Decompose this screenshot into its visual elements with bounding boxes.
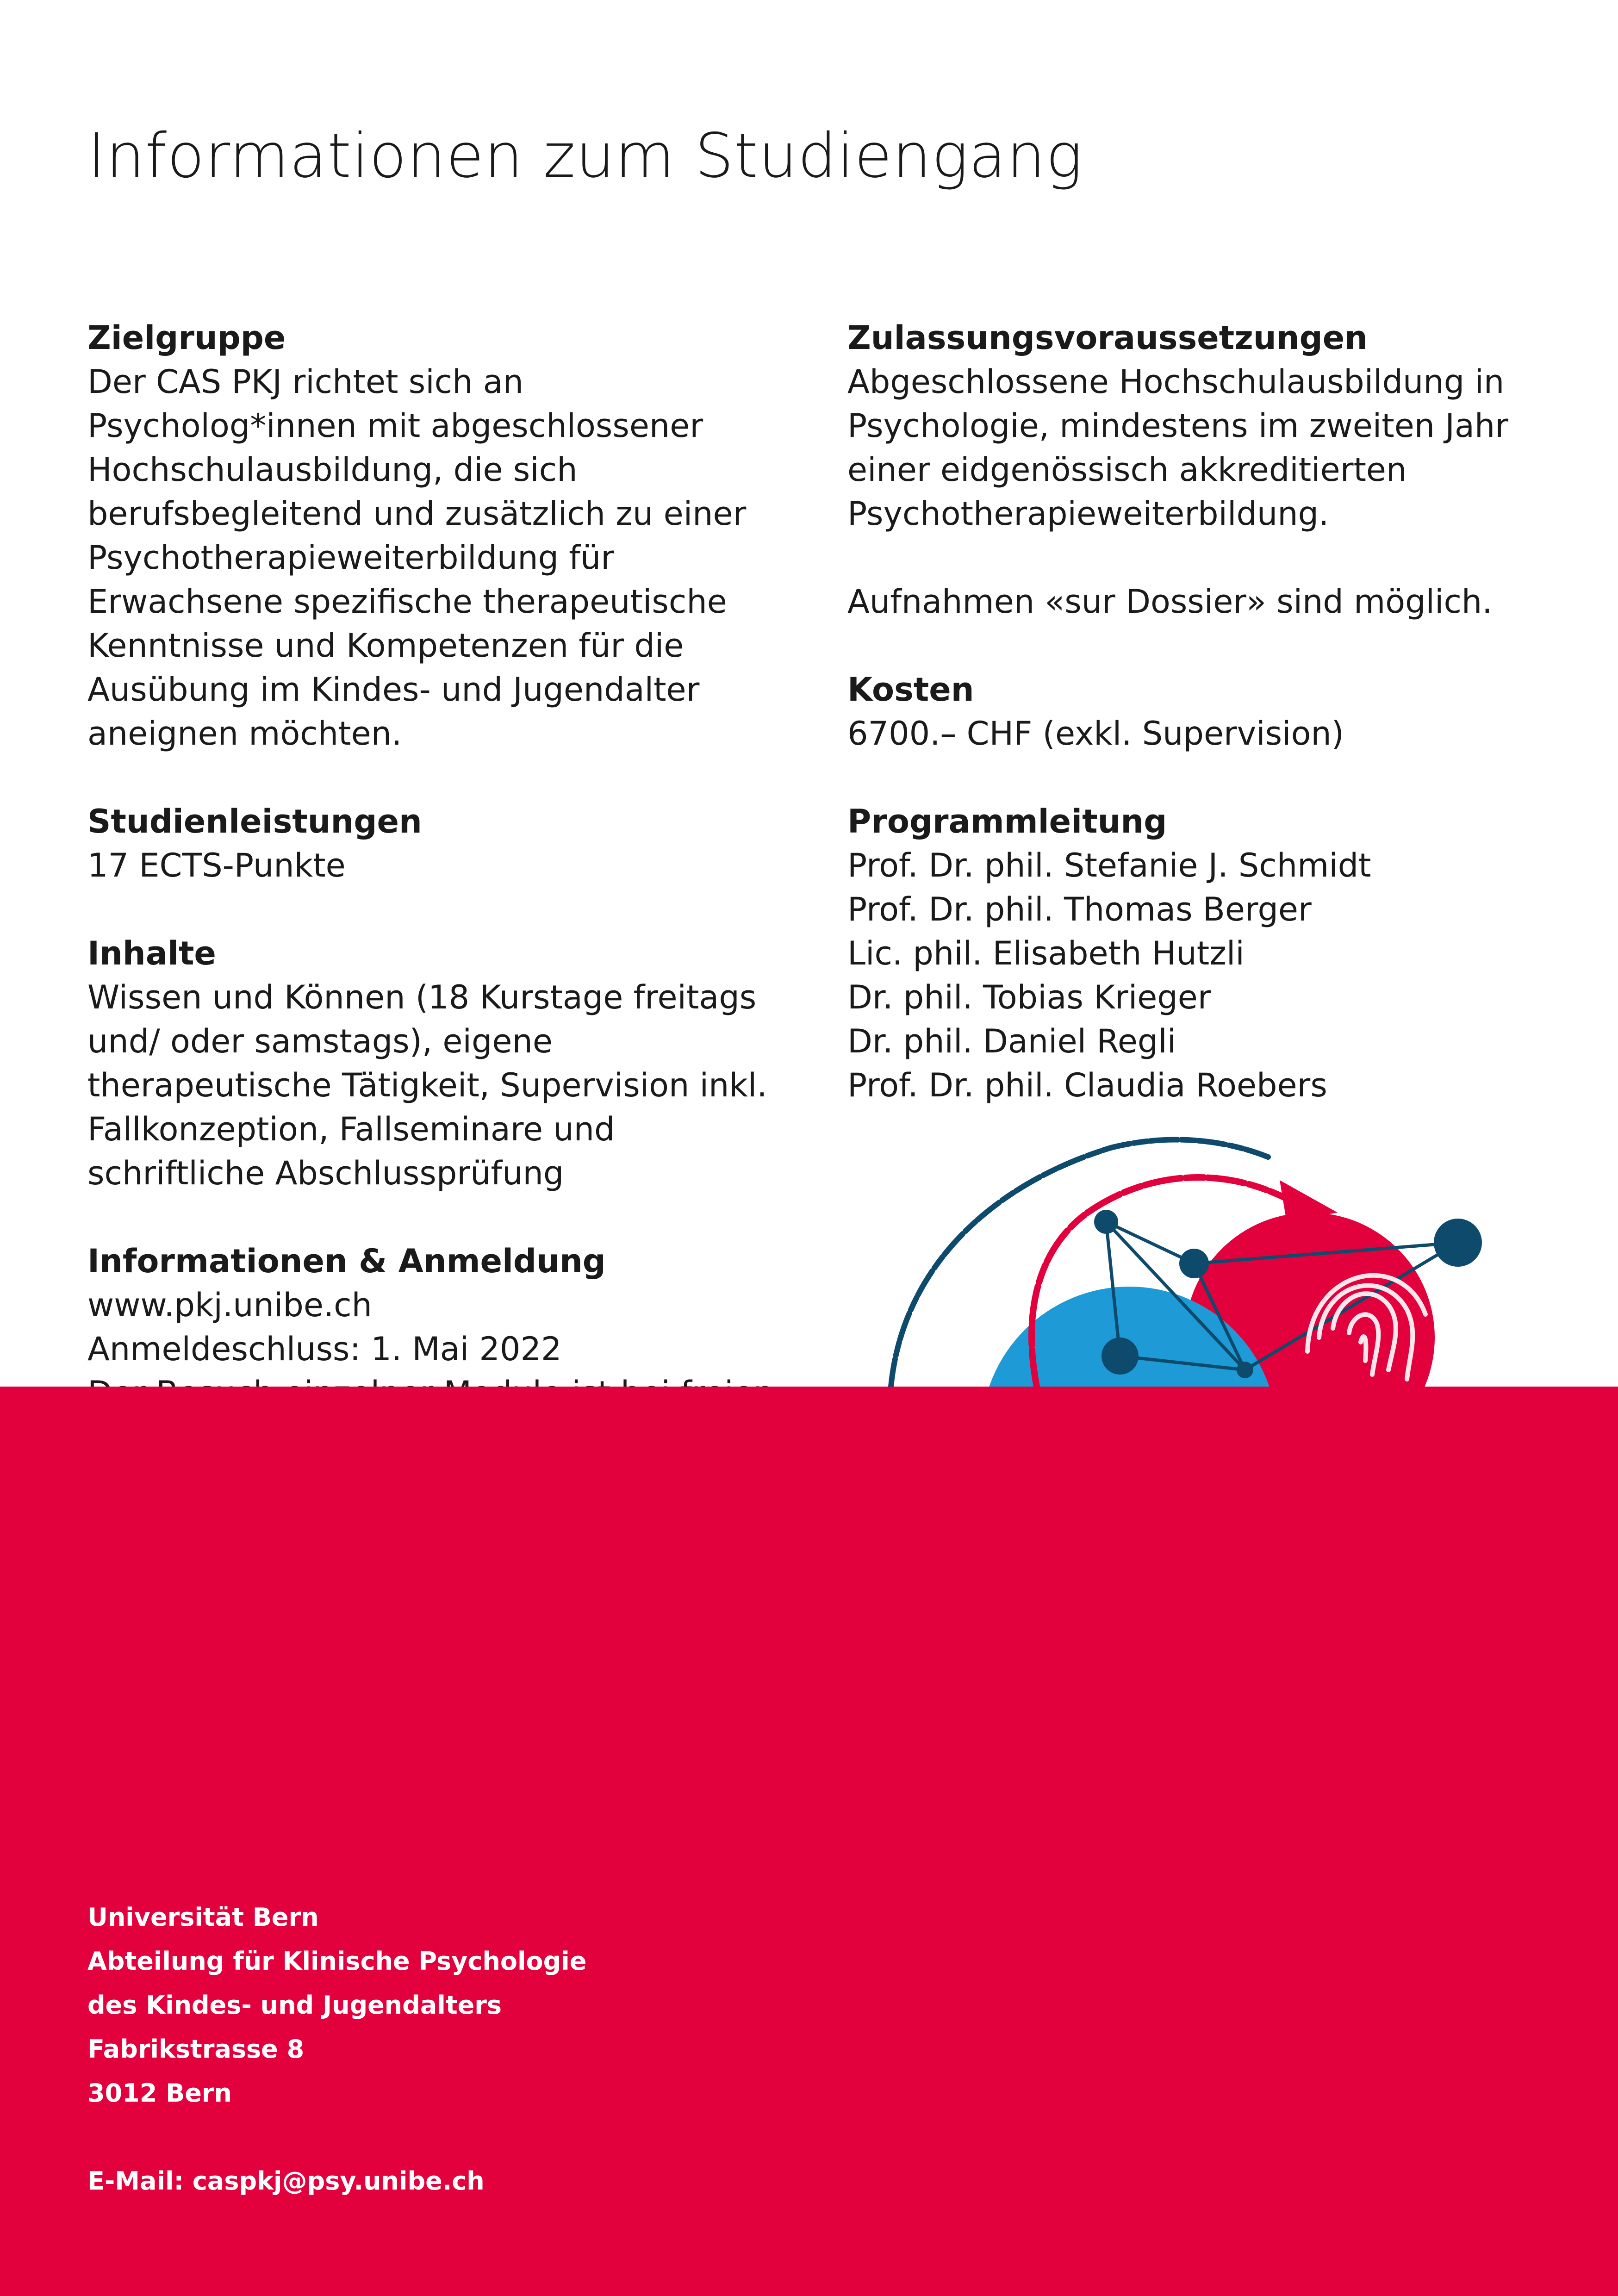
programmleitung-member: Prof. Dr. phil. Thomas Berger bbox=[847, 890, 1312, 928]
kosten-heading: Kosten bbox=[847, 671, 974, 709]
email-link[interactable]: E-Mail: caspkj@psy.unibe.ch bbox=[87, 2166, 485, 2196]
inhalte-heading: Inhalte bbox=[87, 934, 216, 972]
address-line: Fabrikstrasse 8 bbox=[87, 2035, 305, 2064]
section-kosten bbox=[847, 668, 1551, 756]
studienleistungen-text: 17 ECTS-Punkte bbox=[87, 846, 346, 884]
informationen-heading: Informationen & Anmeldung bbox=[87, 1242, 606, 1280]
anmeldeschluss-text: Anmeldeschluss: 1. Mai 2022 bbox=[87, 1330, 562, 1368]
zielgruppe-heading: Zielgruppe bbox=[87, 319, 286, 357]
address-block bbox=[87, 1895, 586, 2203]
address-line: des Kindes- und Jugendalters bbox=[87, 1991, 502, 2020]
programmleitung-member: Dr. phil. Tobias Krieger bbox=[847, 978, 1211, 1016]
programmleitung-member: Prof. Dr. phil. Claudia Roebers bbox=[847, 1066, 1327, 1104]
zielgruppe-text: Der CAS PKJ richtet sich an Psycholog*innen mit abgeschlossener Hochschulausbildung, die sich berufsbegleitend und zusätzlich zu einer Psychotherapieweiterbildung für Erwachsene spezifische therapeutische Kenntnisse und Kompetenzen für die Ausübung im Kindes- und Jugendalter aneignen möchten. bbox=[87, 363, 747, 753]
studienleistungen-heading: Studienleistungen bbox=[87, 803, 422, 840]
network-fingerprint-illustration-icon bbox=[870, 1129, 1518, 1387]
programmleitung-heading: Programmleitung bbox=[847, 803, 1167, 840]
kosten-text: 6700.– CHF (exkl. Supervision) bbox=[847, 715, 1344, 753]
page-title: Informationen zum Studiengang bbox=[87, 120, 1083, 192]
website-link[interactable]: www.pkj.unibe.ch bbox=[87, 1286, 373, 1324]
section-inhalte bbox=[87, 932, 791, 1195]
inhalte-text: Wissen und Können (18 Kurstage freitags und/ oder samstags), eigene therapeutische Tätigkeit, Supervision inkl. Fallkonzeption, Fallseminare und schriftliche Abschlussprüfung bbox=[87, 978, 767, 1192]
programmleitung-member: Lic. phil. Elisabeth Hutzli bbox=[847, 934, 1245, 972]
section-programmleitung bbox=[847, 800, 1551, 1108]
programmleitung-member: Prof. Dr. phil. Stefanie J. Schmidt bbox=[847, 846, 1371, 884]
section-studienleistungen bbox=[87, 800, 791, 888]
left-column bbox=[87, 316, 791, 1503]
sur-dossier-text: Aufnahmen «sur Dossier» sind möglich. bbox=[847, 583, 1493, 621]
address-line: 3012 Bern bbox=[87, 2078, 232, 2108]
programmleitung-member: Dr. phil. Daniel Regli bbox=[847, 1022, 1176, 1060]
address-line: Universität Bern bbox=[87, 1903, 319, 1932]
section-zielgruppe bbox=[87, 316, 791, 756]
address-line: Abteilung für Klinische Psychologie bbox=[87, 1947, 587, 1976]
right-column bbox=[847, 316, 1551, 1151]
zulassung-heading: Zulassungsvoraussetzungen bbox=[847, 319, 1368, 357]
section-zulassung bbox=[847, 316, 1551, 624]
zulassung-text: Abgeschlossene Hochschulausbildung in Psychologie, mindestens im zweiten Jahr einer eidgenössisch akkreditierten Psychotherapieweiterbildung. bbox=[847, 363, 1509, 533]
